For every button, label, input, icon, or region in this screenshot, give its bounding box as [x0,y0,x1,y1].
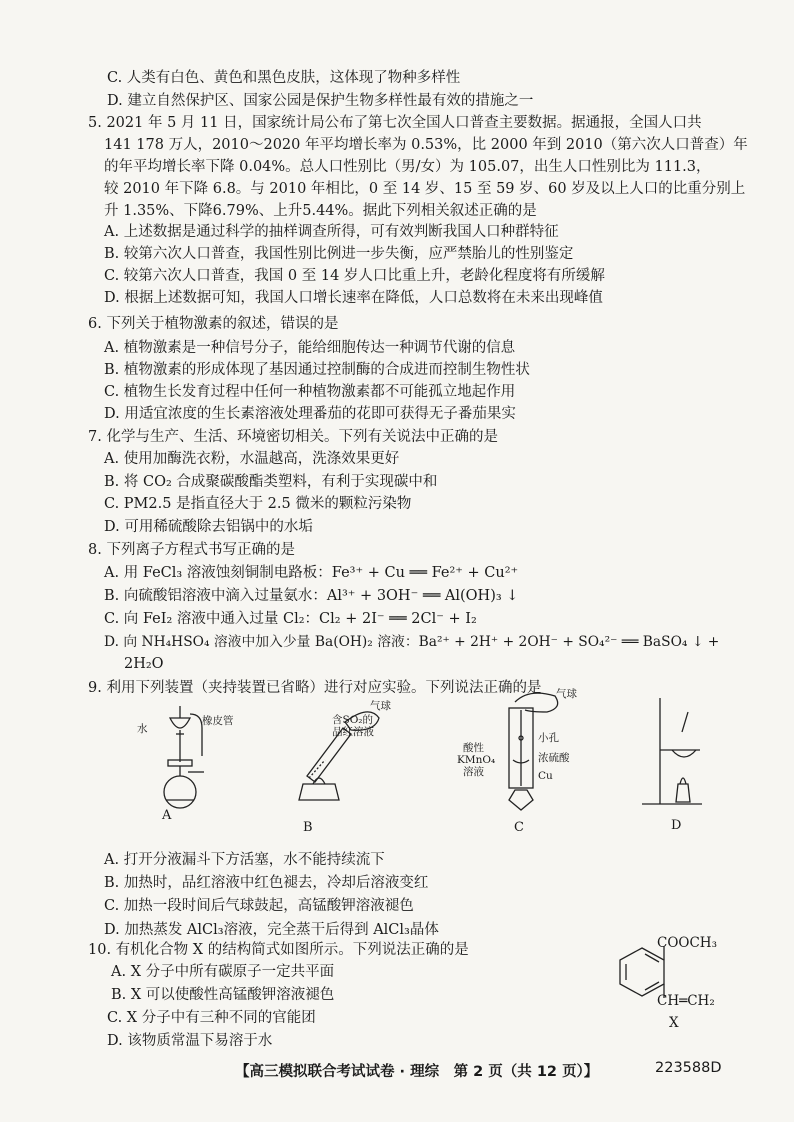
q4-option-c: C. 人类有白色、黄色和黑色皮肤，这体现了物种多样性 [107,70,461,86]
label-so2-solution-1: 含SO₂的 [332,714,374,726]
q5-stem-line-2: 141 178 万人，2010～2020 年平均增长率为 0.53%，比 2000 年到 2010（第六次人口普查）年 [104,137,748,153]
q6-stem: 6. 下列关于植物激素的叙述，错误的是 [88,316,339,332]
q10-option-d: D. 该物质常温下易溶于水 [107,1033,273,1049]
q8-option-b: B. 向硫酸铝溶液中滴入过量氨水：Al³⁺ + 3OH⁻ ══ Al(OH)₃ ↓ [104,588,519,604]
q6-option-a: A. 植物激素是一种信号分子，能给细胞传达一种调节代谢的信息 [104,340,516,356]
figure-c-label: C [514,820,524,835]
q9-option-a: A. 打开分液漏斗下方活塞，水不能持续流下 [104,852,385,868]
label-acidic: 酸性 [463,742,484,754]
label-so2-solution-2: 品红溶液 [332,726,374,738]
q5-stem-line-4: 较 2010 年下降 6.8。与 2010 年相比，0 至 14 岁、15 至 59 岁、60 岁及以上人口的比重分别上 [104,181,746,197]
q6-option-d: D. 用适宜浓度的生长素溶液处理番茄的花即可获得无子番茄果实 [104,406,516,422]
q8-option-c: C. 向 FeI₂ 溶液中通入过量 Cl₂：Cl₂ + 2I⁻ ══ 2Cl⁻ + I₂ [104,611,477,627]
q7-option-c: C. PM2.5 是指直径大于 2.5 微米的颗粒污染物 [104,496,412,512]
label-cu: Cu [538,770,553,782]
label-water: 水 [137,723,148,735]
q6-option-c: C. 植物生长发育过程中任何一种植物激素都不可能孤立地起作用 [104,384,516,400]
figure-a-label: A [162,808,172,823]
q5-stem-line-1: 5. 2021 年 5 月 11 日，国家统计局公布了第七次全国人口普查主要数据。据通报，全国人口共 [88,115,702,131]
label-kmno4: KMnO₄ [457,754,496,766]
label-solution: 溶液 [463,766,484,778]
q5-stem-line-5: 升 1.35%、下降6.79%、上升5.44%。据此下列相关叙述正确的是 [104,203,537,219]
label-balloon-c: 气球 [556,688,577,700]
struct-name-x: X [669,1015,679,1031]
q5-option-c: C. 较第六次人口普查，我国 0 至 14 岁人口比重上升，老龄化程度将有所缓解 [104,268,605,284]
q10-option-b: B. X 可以使酸性高锰酸钾溶液褪色 [111,987,335,1003]
label-conc-acid: 浓硫酸 [538,752,570,764]
struct-cooch3: COOCH₃ [657,935,717,951]
q5-option-b: B. 较第六次人口普查，我国性别比例进一步失衡，应严禁胎儿的性别鉴定 [104,246,574,262]
q7-option-b: B. 将 CO₂ 合成聚碳酸酯类塑料，有利于实现碳中和 [104,474,438,490]
q10-option-c: C. X 分子中有三种不同的官能团 [107,1010,316,1026]
q10-stem: 10. 有机化合物 X 的结构简式如图所示。下列说法正确的是 [88,942,469,958]
struct-vinyl: CH═CH₂ [657,993,715,1009]
q7-option-d: D. 可用稀硫酸除去铝锅中的水垢 [104,519,313,535]
q5-option-d: D. 根据上述数据可知，我国人口增长速率在降低，人口总数将在未来出现峰值 [104,290,603,306]
page-footer-title: 【高三模拟联合考试试卷 · 理综 第 2 页（共 12 页）】 [235,1064,599,1080]
label-balloon-b: 气球 [370,700,391,712]
q9-option-c: C. 加热一段时间后气球鼓起，高锰酸钾溶液褪色 [104,898,414,914]
q7-stem: 7. 化学与生产、生活、环境密切相关。下列有关说法中正确的是 [88,429,498,445]
q9-stem: 9. 利用下列装置（夹持装置已省略）进行对应实验。下列说法正确的是 [88,680,542,696]
figure-b-label: B [303,820,313,835]
q8-option-d-line-1: D. 向 NH₄HSO₄ 溶液中加入少量 Ba(OH)₂ 溶液：Ba²⁺ + 2H⁺ + 2OH⁻ + SO₄²⁻ ══ BaSO₄ ↓ + [104,634,720,650]
q9-option-d: D. 加热蒸发 AlCl₃溶液，完全蒸干后得到 AlCl₃晶体 [104,922,439,938]
q5-stem-line-3: 的年平均增长率下降 0.04%。总人口性别比（男/女）为 105.07，出生人口性别比为 111.3， [104,159,711,175]
page-footer-code: 223588D [655,1060,722,1076]
q8-stem: 8. 下列离子方程式书写正确的是 [88,542,295,558]
q6-option-b: B. 植物激素的形成体现了基因通过控制酶的合成进而控制生物性状 [104,362,530,378]
q8-option-a: A. 用 FeCl₃ 溶液蚀刻铜制电路板：Fe³⁺ + Cu ══ Fe²⁺ + Cu²⁺ [104,565,519,581]
q5-option-a: A. 上述数据是通过科学的抽样调查所得，可有效判断我国人口种群特征 [104,224,559,240]
q7-option-a: A. 使用加酶洗衣粉，水温越高，洗涤效果更好 [104,451,400,467]
q4-option-d: D. 建立自然保护区、国家公园是保护生物多样性最有效的措施之一 [107,93,534,109]
q10-option-a: A. X 分子中所有碳原子一定共平面 [111,964,335,980]
figure-d-label: D [671,818,682,833]
label-small-hole: 小孔 [538,732,559,744]
q8-option-d-line-2: 2H₂O [124,656,164,672]
apparatus-d-drawing [632,692,712,812]
q9-option-b: B. 加热时，品红溶液中红色褪去，冷却后溶液变红 [104,875,429,891]
label-rubber-tube: 橡皮管 [202,715,234,727]
